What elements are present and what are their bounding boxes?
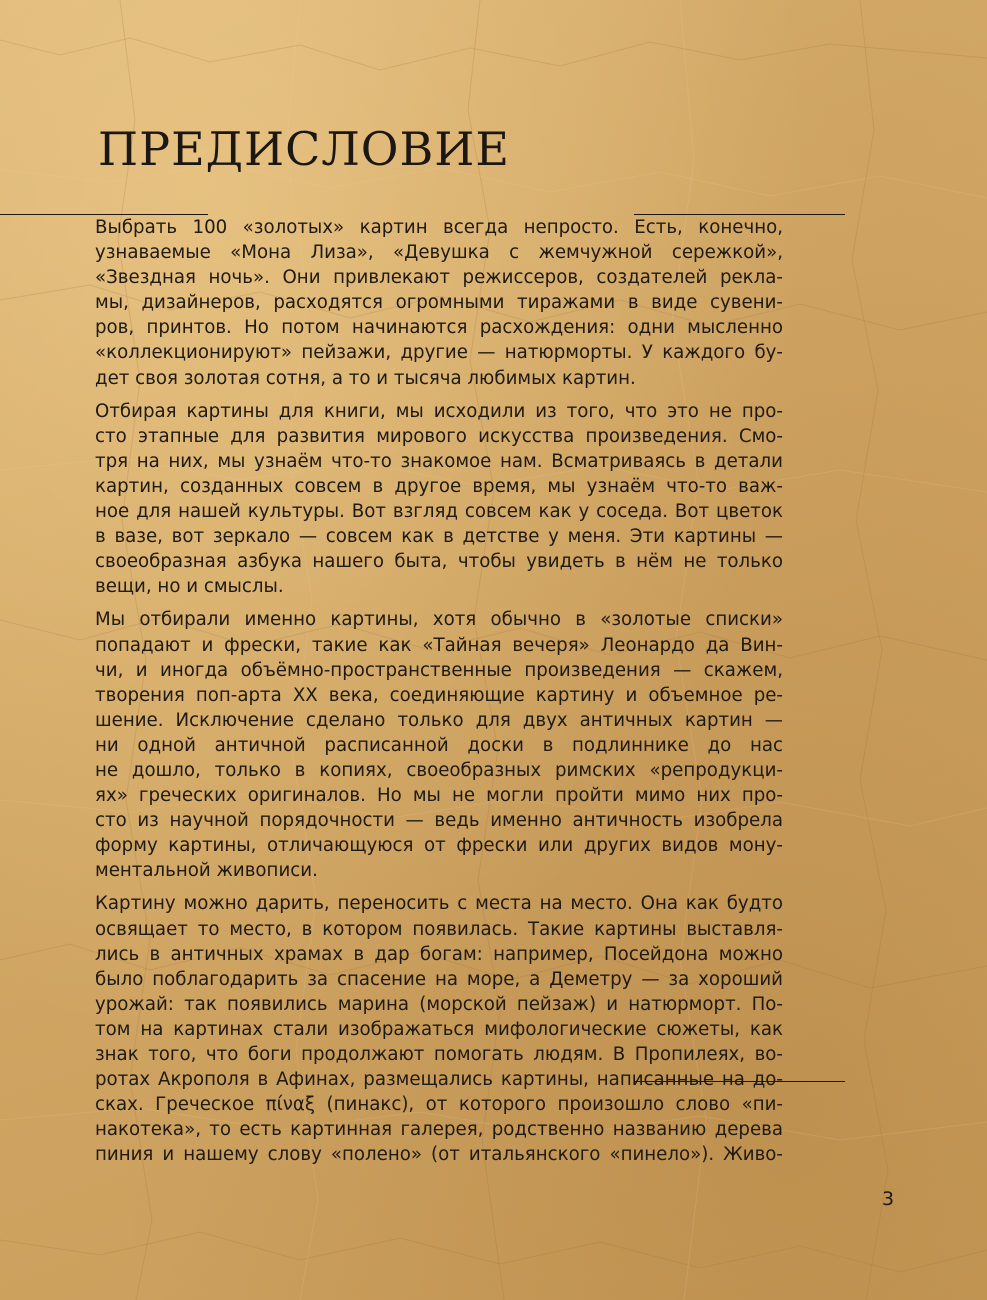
- text-line: попадают и фрески, такие как «Тайная вечеря» Леонардо да Вин-: [95, 634, 783, 656]
- text-line: освящает то место, в котором появилась. Такие картины выставля-: [95, 918, 783, 940]
- text-line: Картину можно дарить, переносить с места на место. Она как будто: [95, 893, 783, 915]
- paragraph-4: [95, 891, 783, 1167]
- text-line: сках. Греческое πίναξ (пинакс), от которого произошло слово «пи-: [95, 1094, 783, 1116]
- text-line: «коллекционируют» пейзажи, другие — натюрморты. У каждого бу-: [95, 342, 783, 364]
- text-line: лись в античных храмах в дар богам: например, Посейдона можно: [95, 943, 783, 965]
- text-line: чи, и иногда объёмно-пространственные произведения — скажем,: [95, 659, 783, 681]
- text-line: дет своя золотая сотня, а то и тысяча любимых картин.: [95, 367, 636, 389]
- text-line: Выбрать 100 «золотых» картин всегда непросто. Есть, конечно,: [95, 217, 783, 238]
- text-line: Мы отбирали именно картины, хотя обычно в «золотые списки»: [95, 609, 783, 631]
- text-line: ров, принтов. Но потом начинаются расхождения: одни мысленно: [95, 317, 783, 339]
- text-line: не дошло, только в копиях, своеобразных римских «репродукци-: [95, 759, 783, 781]
- text-line: шение. Исключение сделано только для двух античных картин —: [95, 709, 783, 731]
- text-line: урожай: так появились марина (морской пейзаж) и натюрморт. По-: [95, 993, 783, 1015]
- text-line: знак того, что боги продолжают помогать людям. В Пропилеях, во-: [95, 1044, 783, 1065]
- text-line: ментальной живописи.: [95, 860, 318, 882]
- text-line: ротах Акрополя в Афинах, размещались картины, написанные на до-: [95, 1069, 783, 1091]
- text-line: было поблагодарить за спасение на море, а Деметру — за хороший: [95, 968, 783, 990]
- text-line: своеобразная азбука нашего быта, чтобы увидеть в нём не только: [95, 551, 783, 573]
- paragraph-1: [95, 215, 783, 391]
- text-line: мы, дизайнеров, расходятся огромными тиражами в виде сувени-: [95, 292, 783, 314]
- text-line: сто из научной порядочности — ведь именно античность изобрела: [95, 810, 783, 832]
- preface-body: [95, 215, 783, 1175]
- text-line: тря на них, мы узнаём что-то знакомое нам. Всматриваясь в детали: [95, 450, 783, 472]
- text-line: узнаваемые «Мона Лиза», «Девушка с жемчужной сережкой»,: [95, 242, 783, 264]
- text-line: Отбирая картины для книги, мы исходили из того, что это не про-: [95, 400, 783, 422]
- text-line: сто этапные для развития мирового искусства произведения. Смо-: [95, 425, 783, 447]
- text-line: «Звездная ночь». Они привлекают режиссеров, создателей рекла-: [95, 267, 783, 289]
- text-line: вещи, но и смыслы.: [95, 576, 284, 598]
- text-line: ях» греческих оригиналов. Но мы не могли пройти мимо них про-: [95, 785, 783, 807]
- text-line: картин, созданных совсем в другое время, мы узнаём что-то важ-: [95, 475, 783, 497]
- page-title: ПРЕДИСЛОВИЕ: [98, 122, 510, 176]
- paragraph-2: [95, 399, 783, 600]
- text-line: ни одной античной расписанной доски в подлиннике до нас: [95, 734, 783, 756]
- text-line: творения поп-арта XX века, соединяющие картину и объемное ре-: [95, 684, 783, 706]
- text-line: пиния и нашему слову «полено» (от итальянского «пинело»). Живо-: [95, 1144, 783, 1166]
- paragraph-3: [95, 607, 783, 883]
- text-line: форму картины, отличающуюся от фрески или других видов мону-: [95, 835, 783, 857]
- text-line: ное для нашей культуры. Вот взгляд совсем как у соседа. Вот цветок: [95, 501, 783, 523]
- text-line: том на картинах стали изображаться мифологические сюжеты, как: [95, 1018, 783, 1040]
- text-line: накотека», то есть картинная галерея, родственно названию дерева: [95, 1119, 783, 1141]
- page-number: 3: [882, 1188, 895, 1210]
- text-line: в вазе, вот зеркало — совсем как в детстве у меня. Эти картины —: [95, 526, 783, 548]
